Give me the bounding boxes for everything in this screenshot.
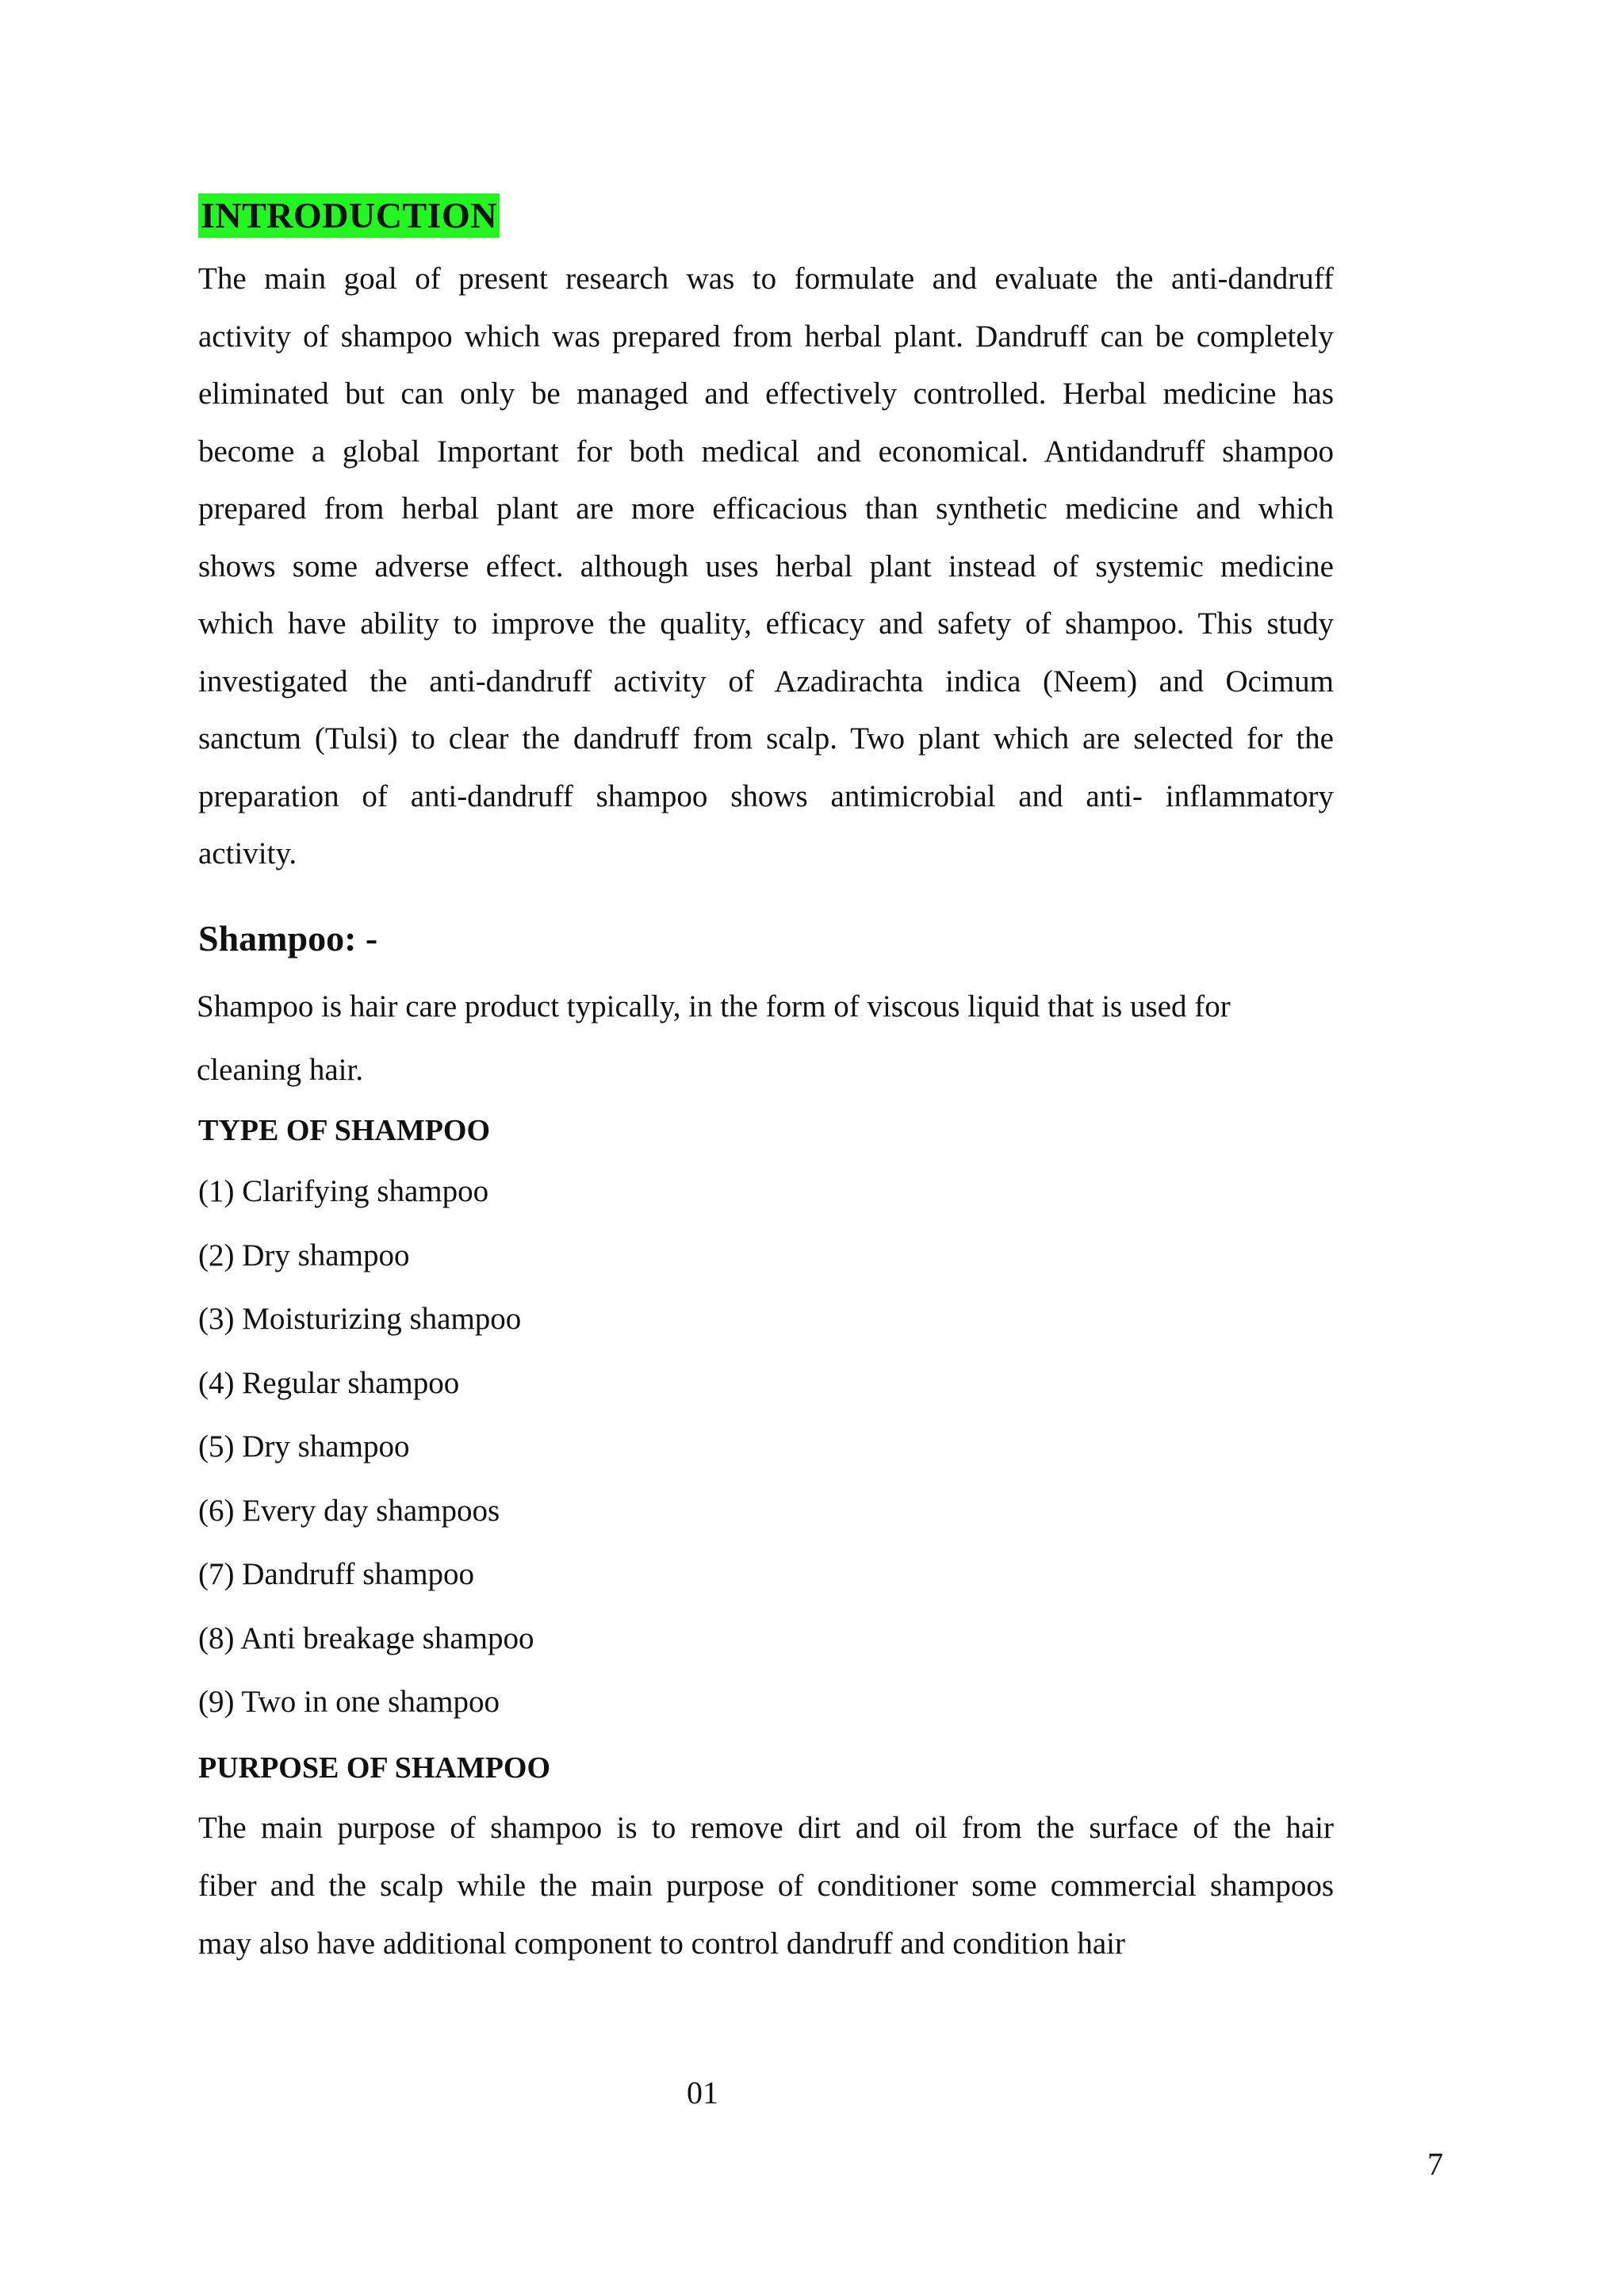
purpose-of-shampoo-heading: PURPOSE OF SHAMPOO (198, 1751, 551, 1785)
list-item: (3) Moisturizing shampoo (198, 1302, 522, 1336)
purpose-paragraph (198, 1804, 1334, 1978)
shampoo-definition (197, 975, 1307, 1102)
paragraph-line: which have ability to improve the quality, efficacy and safety of shampoo. This study (198, 607, 1334, 641)
definition-line: cleaning hair. (197, 1053, 364, 1087)
definition-line: Shampoo is hair care product typically, in the form of viscous liquid that is used for (197, 989, 1231, 1024)
shampoo-type-list (198, 1168, 534, 1743)
type-of-shampoo-heading: TYPE OF SHAMPOO (198, 1114, 491, 1147)
section-number: 01 (687, 2075, 718, 2110)
paragraph-line: investigated the anti-dandruff activity of Azadirachta indica (Neem) and Ocimum (198, 664, 1334, 698)
paragraph-line: prepared from herbal plant are more efficacious than synthetic medicine and which (198, 492, 1334, 526)
page-number: 7 (1427, 2146, 1443, 2182)
paragraph-line: may also have additional component to control dandruff and condition hair (198, 1927, 1125, 1961)
paragraph-line: activity. (198, 836, 297, 871)
paragraph-line: become a global Important for both medical and economical. Antidandruff shampoo (198, 434, 1334, 469)
paragraph-line: sanctum (Tulsi) to clear the dandruff from scalp. Two plant which are selected for the (198, 721, 1334, 756)
list-item: (5) Dry shampoo (198, 1429, 410, 1464)
paragraph-line: eliminated but can only be managed and effectively controlled. Herbal medicine has (198, 377, 1334, 411)
paragraph-line: The main purpose of shampoo is to remove dirt and oil from the surface of the hair (198, 1811, 1334, 1845)
introduction-heading: INTRODUCTION (198, 193, 500, 238)
shampoo-heading: Shampoo: - (198, 918, 378, 959)
list-item: (9) Two in one shampoo (198, 1685, 500, 1719)
list-item: (2) Dry shampoo (198, 1238, 410, 1272)
list-item: (6) Every day shampoos (198, 1493, 500, 1528)
paragraph-line: activity of shampoo which was prepared from herbal plant. Dandruff can be completely (198, 319, 1334, 354)
paragraph-line: preparation of anti-dandruff shampoo shows antimicrobial and anti- inflammatory (198, 779, 1334, 813)
list-item: (7) Dandruff shampoo (198, 1557, 475, 1591)
paragraph-line: fiber and the scalp while the main purpose of conditioner some commercial shampoos (198, 1869, 1334, 1903)
list-item: (4) Regular shampoo (198, 1365, 460, 1400)
paragraph-line: shows some adverse effect. although uses herbal plant instead of systemic medicine (198, 549, 1334, 584)
introduction-paragraph (198, 251, 1334, 883)
list-item: (8) Anti breakage shampoo (198, 1621, 534, 1655)
list-item: (1) Clarifying shampoo (198, 1174, 489, 1208)
paragraph-line: The main goal of present research was to formulate and evaluate the anti-dandruff (198, 262, 1334, 296)
